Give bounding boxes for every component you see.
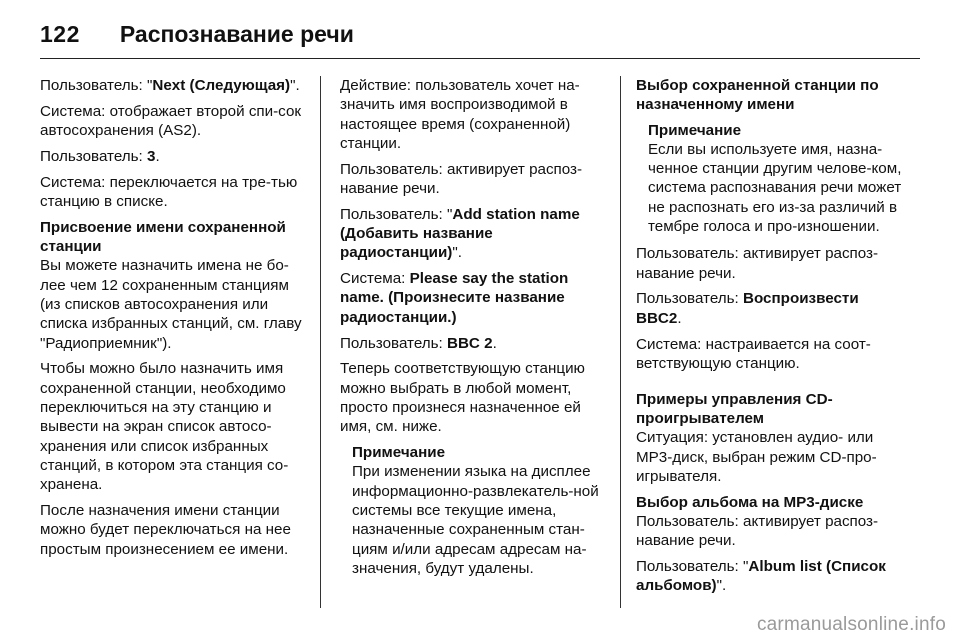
- column-divider-2: [620, 76, 621, 608]
- page-header: [40, 14, 354, 54]
- note-text: Если вы используете имя, назна-ченное станции другим челове-ком, система распознавания речи может не распознать его из-за различий в тембре голоса и про-изношении.: [648, 140, 902, 236]
- note-text: При изменении языка на дисплее информационно-развлекатель-ной системы все текущие имена, назначенные сохраненным стан-циям и/или адресам адресам на-значения, будут удалены.: [352, 463, 599, 577]
- page-number: 122: [40, 20, 80, 47]
- paragraph: Пользователь: активирует распоз-навание речи.: [636, 512, 879, 550]
- paragraph: Теперь соответствующую станцию можно выбрать в любой момент, просто произнеся назначенное ей имя, см. ниже.: [340, 360, 585, 436]
- watermark-text: carmanualsonline.info: [756, 614, 946, 635]
- header-divider: [40, 58, 920, 59]
- note-title: Примечание: [352, 444, 446, 462]
- spacer: [636, 380, 908, 390]
- paragraph: Пользователь: активирует распоз-навание речи.: [636, 245, 879, 282]
- paragraph: Пользователь: 3.: [40, 147, 160, 165]
- paragraph: Пользователь: Воспроизвести BBC2.: [636, 290, 859, 327]
- note-box: [648, 121, 908, 237]
- paragraph: Ситуация: установлен аудио- или MP3-диск, выбран режим CD-про-игрывателя.: [636, 429, 877, 485]
- section-heading: Выбор альбома на MP3-диске: [636, 493, 864, 511]
- paragraph: Пользователь: "Next (Следующая)".: [40, 77, 300, 94]
- paragraph: Вы можете назначить имена не бо-лее чем 12 сохраненным станциям (из списков автосохранения или списка избранных станций, см. главу "Радиоприемник").: [40, 257, 302, 352]
- paragraph: Пользователь: BBC 2.: [340, 334, 497, 352]
- page-title: Распознавание речи: [119, 20, 354, 47]
- column-2: [340, 76, 608, 586]
- note-title: Примечание: [648, 121, 742, 139]
- paragraph: Система: отображает второй спи-сок автосохранения (AS2).: [40, 102, 302, 140]
- paragraph: Действие: пользователь хочет на-значить имя воспроизводимой в настоящее время (сохраненной) станции.: [340, 77, 580, 152]
- paragraph: Система: настраивается на соот-ветствующую станцию.: [636, 335, 871, 372]
- section-heading: Присвоение имени сохраненной станции: [40, 218, 286, 256]
- note-box: [352, 443, 608, 578]
- paragraph: Чтобы можно было назначить имя сохраненной станции, необходимо переключиться на эту станцию и вывести на экран список автосо-хранения или список избранных станций, в котором эта станция со-хранена.: [40, 360, 289, 494]
- paragraph: Пользователь: "Add station name (Добавить название радиостанции)".: [340, 205, 580, 262]
- column-1: [40, 76, 310, 565]
- column-divider-1: [320, 76, 321, 608]
- column-3: [636, 76, 908, 602]
- paragraph: Пользователь: активирует распоз-навание речи.: [340, 160, 583, 197]
- paragraph: Система: Please say the station name. (Произнесите название радиостанции.): [340, 270, 569, 326]
- paragraph: После назначения имени станции можно будет переключаться на нее простым произнесением ее имени.: [40, 501, 291, 558]
- paragraph: Пользователь: "Album list (Список альбомов)".: [636, 558, 886, 595]
- paragraph: Система: переключается на тре-тью станцию в списке.: [40, 173, 298, 210]
- section-heading: Примеры управления CD-проигрывателем: [636, 390, 833, 427]
- section-heading: Выбор сохраненной станции по назначенному имени: [636, 77, 879, 114]
